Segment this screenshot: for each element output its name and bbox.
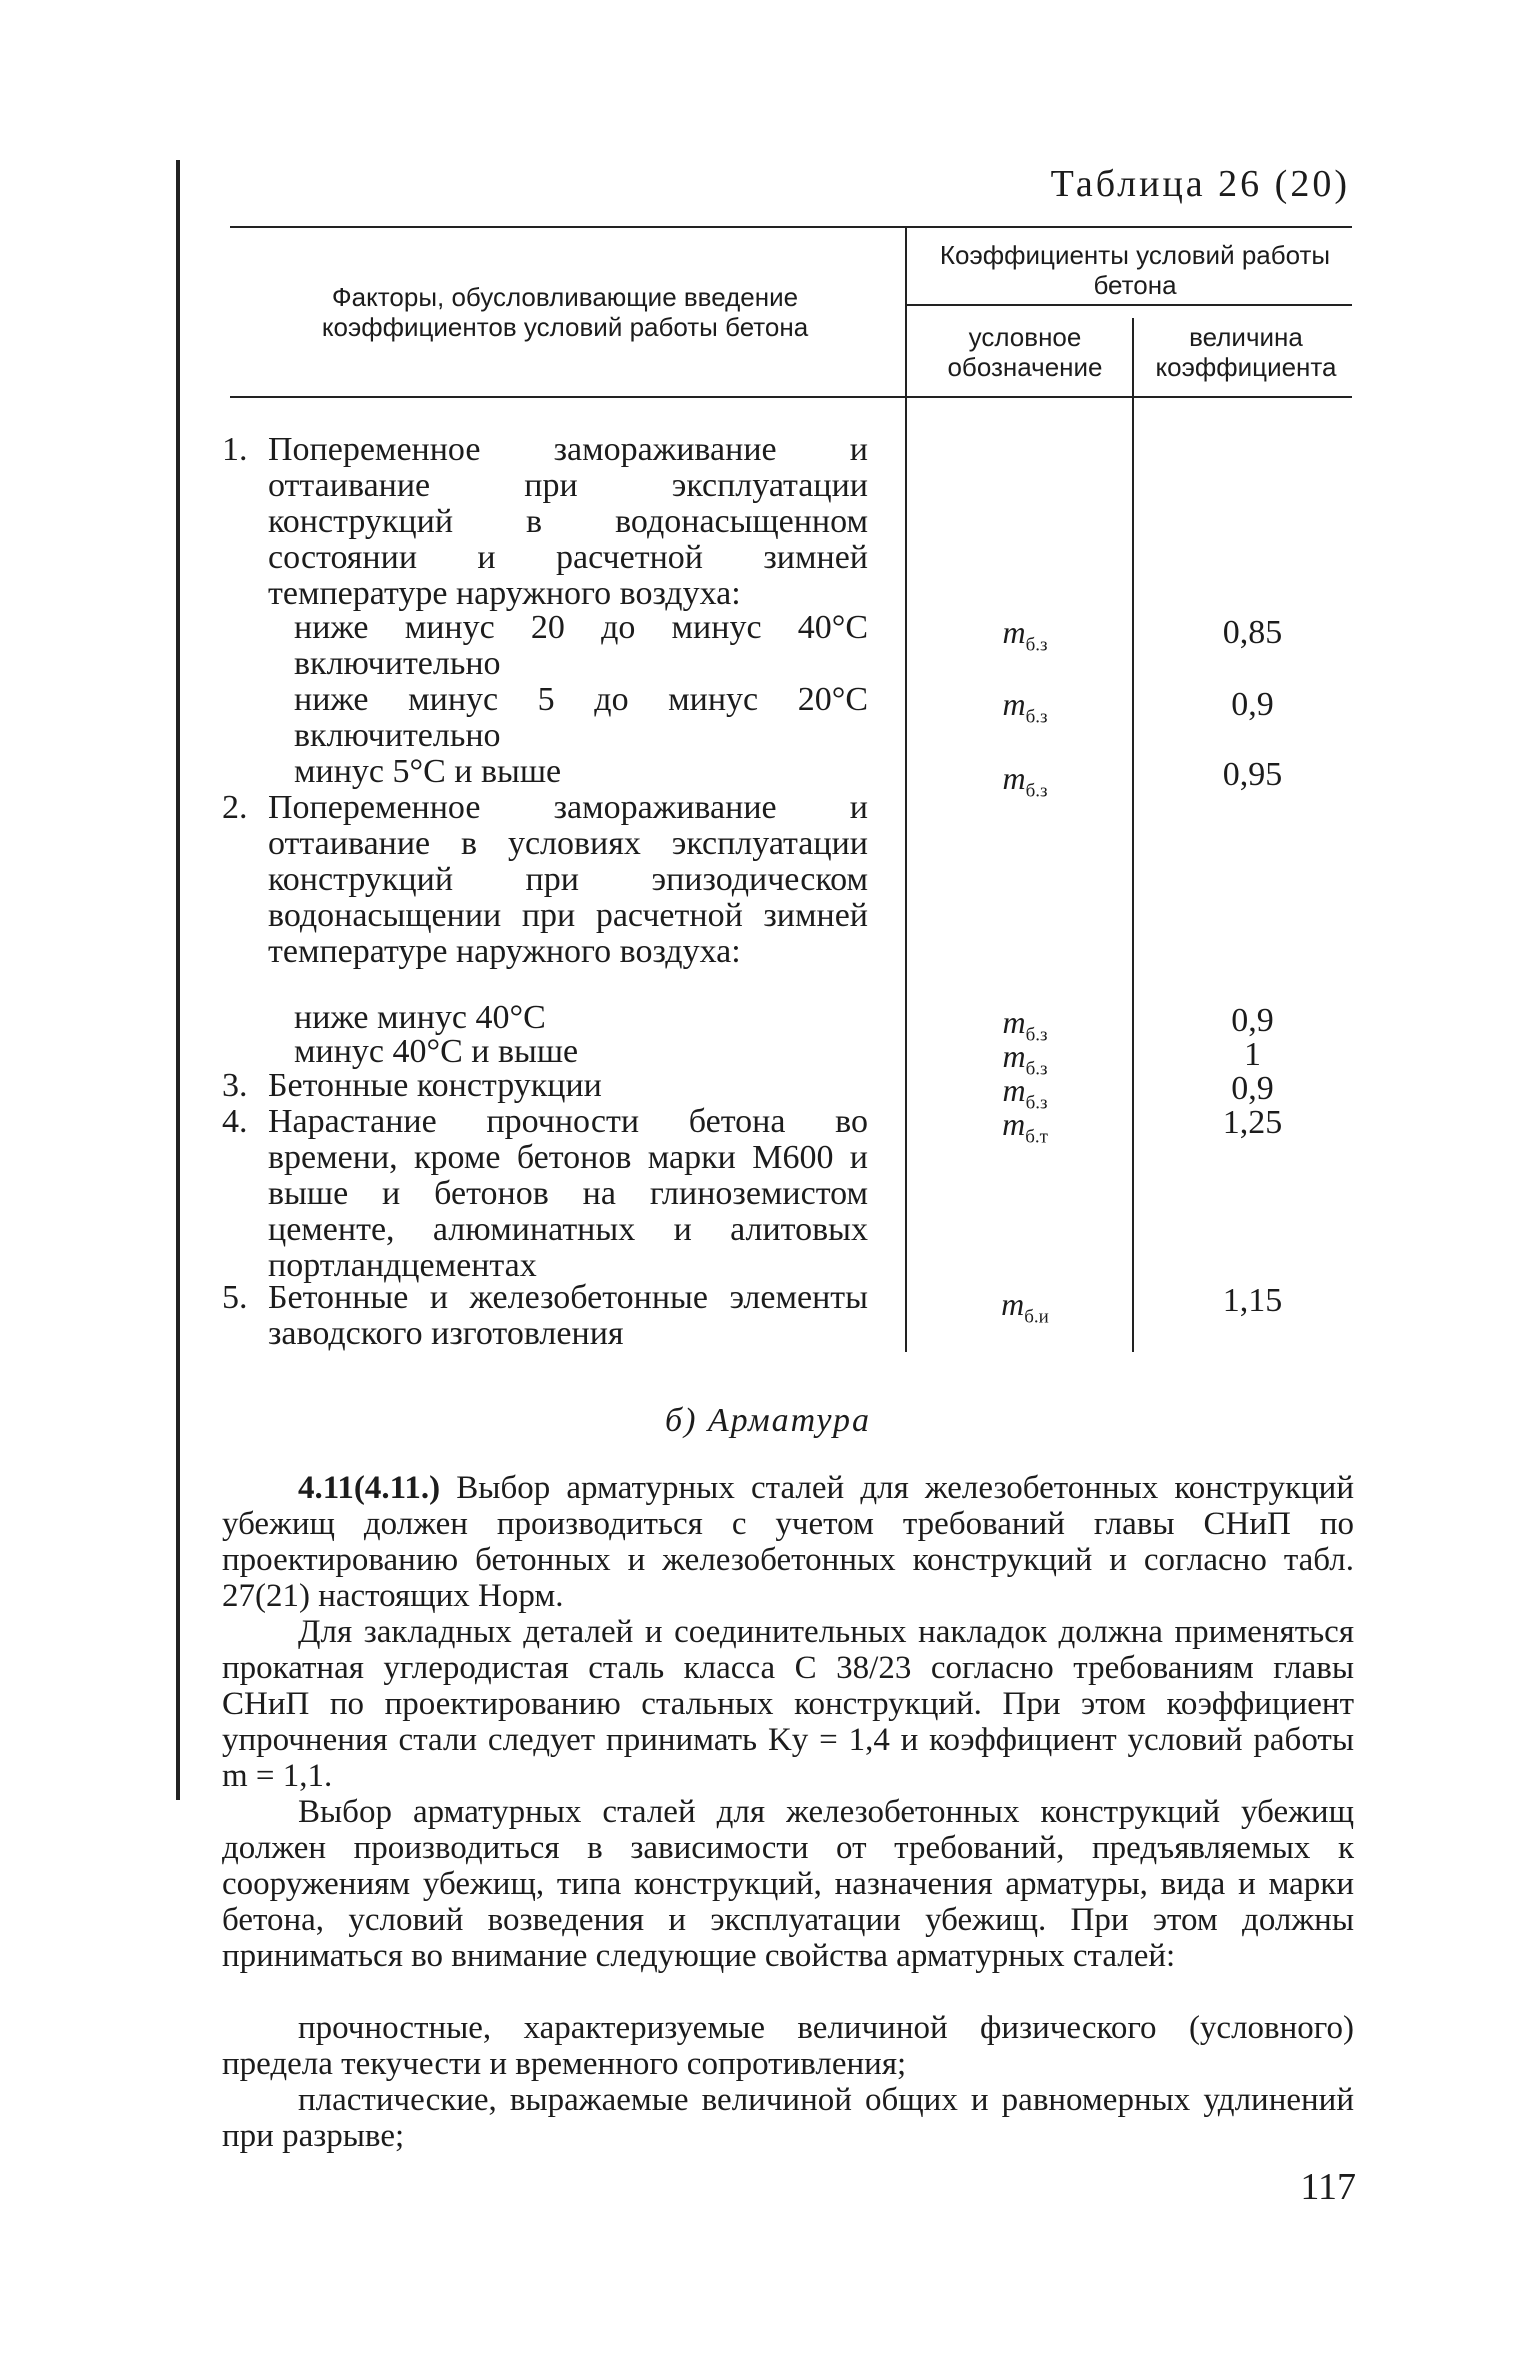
header-factors: Факторы, обусловливающие введение коэффициентов условий работы бетона <box>321 282 809 342</box>
group-subrule <box>905 304 1352 306</box>
header-group: Коэффициенты условий работы бетона <box>939 240 1331 300</box>
row-1c-symbol: $m_{б.з}$ <box>1002 760 1048 802</box>
table-top-rule <box>230 226 1352 228</box>
row-5-number: 5. <box>222 1279 248 1316</box>
row-1b-text: ниже минус 5 до минус 20°С включительно <box>294 681 868 754</box>
row-3-symbol: $m_{б.з}$ <box>1002 1072 1048 1114</box>
row-1b-value: 0,9 <box>1231 686 1274 723</box>
row-3-text: Бетонные конструкции <box>268 1067 602 1104</box>
table-divider-1 <box>905 226 907 1352</box>
page-number: 117 <box>1300 2166 1356 2208</box>
table-divider-2 <box>1132 318 1134 1352</box>
paragraph-embedded-parts: Для закладных деталей и соединительных накладок должна применяться прокатная углеродистая сталь класса С 38/23 согласно требованиям главы СНиП по проектированию стальных конструкций. При этом коэффициент упрочнения стали следует принимать Kу = 1,4 и коэффициент условий работы m = 1,1. <box>222 1614 1354 1794</box>
table-caption: Таблица 26 (20) <box>1050 163 1350 205</box>
row-2a-value: 0,9 <box>1231 1002 1274 1039</box>
row-2a-text: ниже минус 40°С <box>294 999 546 1036</box>
row-5-text: Бетонные и железобетонные элементы заводского изготовления <box>268 1279 868 1352</box>
row-2b-symbol: $m_{б.з}$ <box>1002 1038 1048 1080</box>
row-1a-symbol: $m_{б.з}$ <box>1002 614 1048 656</box>
row-1c-text: минус 5°С и выше <box>294 753 562 790</box>
row-2-text: Попеременное замораживание и оттаивание в условиях эксплуатации конструкций при эпизодическом водонасыщении при расчетной зимней температуре наружного воздуха: <box>268 789 868 970</box>
row-4-symbol: $m_{б.т}$ <box>1002 1106 1048 1148</box>
header-symbol: условное обозначение <box>947 322 1103 382</box>
header-value: величина коэффициента <box>1155 322 1337 382</box>
row-5-value: 1,15 <box>1222 1282 1283 1319</box>
paragraph-steel-selection: Выбор арматурных сталей для железобетонных конструкций убежищ должен производиться в зависимости от требований, предъявляемых к сооружениям убежищ, типа конструкций, назначения арматуры, вида и марки бетона, условий возведения и эксплуатации убежищ. При этом должны приниматься во внимание следующие свойства арматурных сталей: <box>222 1794 1354 1974</box>
row-4-text: Нарастание прочности бетона во времени, кроме бетонов марки М600 и выше и бетонов на глиноземистом цементе, алюминатных и алитовых портландцементах <box>268 1103 868 1284</box>
row-3-number: 3. <box>222 1067 248 1104</box>
table-header-rule <box>230 396 1352 398</box>
row-2a-symbol: $m_{б.з}$ <box>1002 1004 1048 1046</box>
paragraph-number: 4.11(4.11.) <box>298 1470 441 1506</box>
row-4-value: 1,25 <box>1222 1104 1283 1141</box>
margin-bar <box>176 160 180 1800</box>
row-1-text: Попеременное замораживание и оттаивание при эксплуатации конструкций в водонасыщенном состоянии и расчетной зимней температуре наружного воздуха: <box>268 431 868 612</box>
row-3-value: 0,9 <box>1231 1070 1274 1107</box>
row-1b-symbol: $m_{б.з}$ <box>1002 686 1048 728</box>
row-1a-value: 0,85 <box>1222 614 1283 651</box>
section-title: б) Арматура <box>664 1402 872 1439</box>
row-1a-text: ниже минус 20 до минус 40°С включительно <box>294 609 868 682</box>
row-2-number: 2. <box>222 789 248 826</box>
row-2b-value: 1 <box>1244 1036 1261 1073</box>
row-1-number: 1. <box>222 431 248 468</box>
row-4-number: 4. <box>222 1103 248 1140</box>
paragraph-plastic: пластические, выражаемые величиной общих и равномерных удлинений при разрыве; <box>222 2082 1354 2154</box>
paragraph-strength: прочностные, характеризуемые величиной физического (условного) предела текучести и временного сопротивления; <box>222 2010 1354 2082</box>
row-1c-value: 0,95 <box>1222 756 1283 793</box>
row-2b-text: минус 40°С и выше <box>294 1033 579 1070</box>
row-5-symbol: $m_{б.и}$ <box>1001 1286 1049 1328</box>
paragraph-4-11 <box>222 1470 1354 1614</box>
paragraph-4-11-text: Выбор арматурных сталей для железобетонных конструкций убежищ должен производиться с учетом требований главы СНиП по проектированию бетонных и железобетонных конструкций и согласно табл. 27(21) настоящих Норм. <box>222 1470 1355 1614</box>
